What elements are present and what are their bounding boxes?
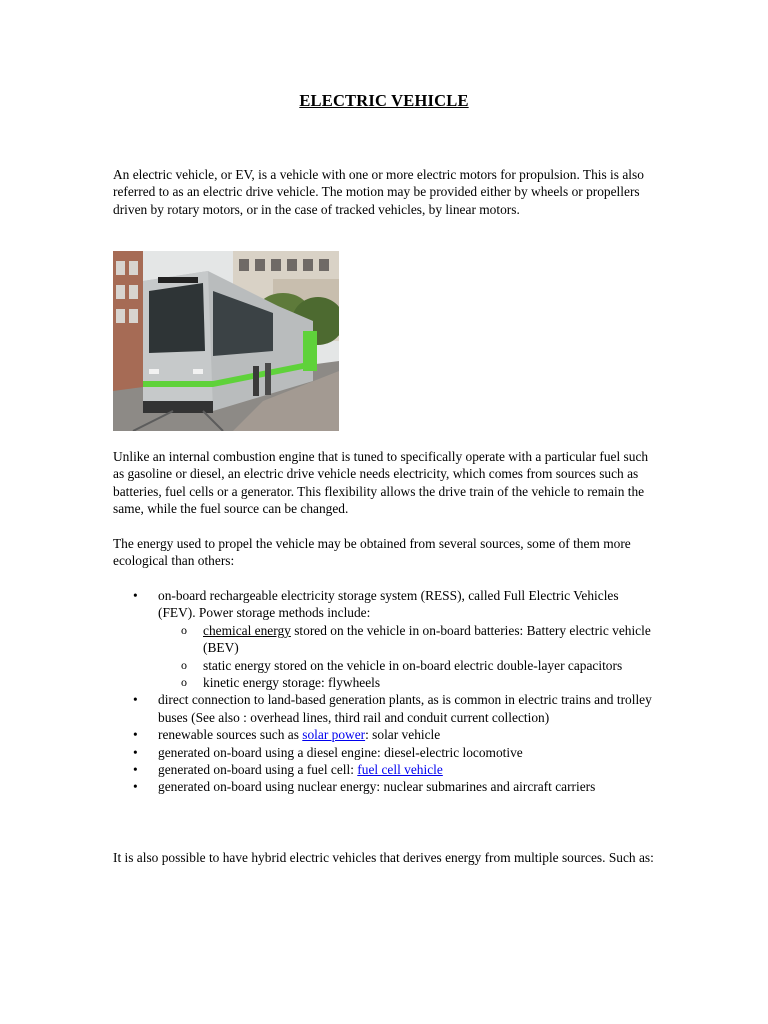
list-item xyxy=(113,726,658,743)
list-item-text: generated on-board using nuclear energy: nuclear submarines and aircraft carriers xyxy=(158,779,596,795)
document-title: ELECTRIC VEHICLE xyxy=(299,91,469,110)
sub-list-item-text: kinetic energy storage: flywheels xyxy=(203,675,381,691)
list-item-text: on-board rechargeable electricity storage system (RESS), called Full Electric Vehicles (FEV). Power storage methods include: xyxy=(158,588,619,621)
intro-paragraph: An electric vehicle, or EV, is a vehicle with one or more electric motors for propulsion. This is also referred to as an electric drive vehicle. The motion may be provided either by wheels or propellers driven by rotary motors, or in the case of tracked vehicles, by linear motors. xyxy=(113,167,644,217)
sub-list-item xyxy=(158,622,658,657)
storage-methods-list xyxy=(158,622,658,692)
list-item xyxy=(113,778,658,795)
list-item xyxy=(113,744,658,761)
list-item-text: : solar vehicle xyxy=(365,727,441,743)
energy-sources-list xyxy=(113,587,658,796)
paragraph-fuel-flexibility: Unlike an internal combustion engine that is tuned to specifically operate with a particular fuel such as gasoline or diesel, an electric drive vehicle needs electricity, which comes from sources such as batteries, fuel cells or a generator. This flexibility allows the drive train of the vehicle to remain the same, while the fuel source can be changed. xyxy=(113,449,649,517)
solar-power-link[interactable]: solar power xyxy=(302,727,366,743)
chemical-energy-term: chemical energy xyxy=(203,622,291,638)
list-item-text: direct connection to land-based generation plants, as is common in electric trains and trolley buses (See also : overhead lines, third rail and conduit current collection) xyxy=(158,692,652,725)
list-item-text: renewable sources such as xyxy=(158,727,303,743)
sub-list-item xyxy=(158,657,658,674)
tram-photo xyxy=(113,251,339,431)
list-item xyxy=(113,761,658,778)
sub-list-item-text: static energy stored on the vehicle in on-board electric double-layer capacitors xyxy=(203,657,623,673)
paragraph-hybrid: It is also possible to have hybrid electric vehicles that derives energy from multiple sources. Such as: xyxy=(113,850,654,865)
sub-list-item xyxy=(158,674,658,691)
fuel-cell-vehicle-link[interactable]: fuel cell vehicle xyxy=(357,762,443,778)
list-item xyxy=(113,587,658,691)
list-item xyxy=(113,691,658,726)
sub-list-item-text: stored on the vehicle in on-board batteries: Battery electric vehicle (BEV) xyxy=(203,622,651,656)
list-item-text: generated on-board using a diesel engine: diesel-electric locomotive xyxy=(158,744,523,760)
paragraph-energy-sources: The energy used to propel the vehicle may be obtained from several sources, some of them more ecological than others: xyxy=(113,536,631,569)
list-item-text: generated on-board using a fuel cell: xyxy=(158,762,358,778)
